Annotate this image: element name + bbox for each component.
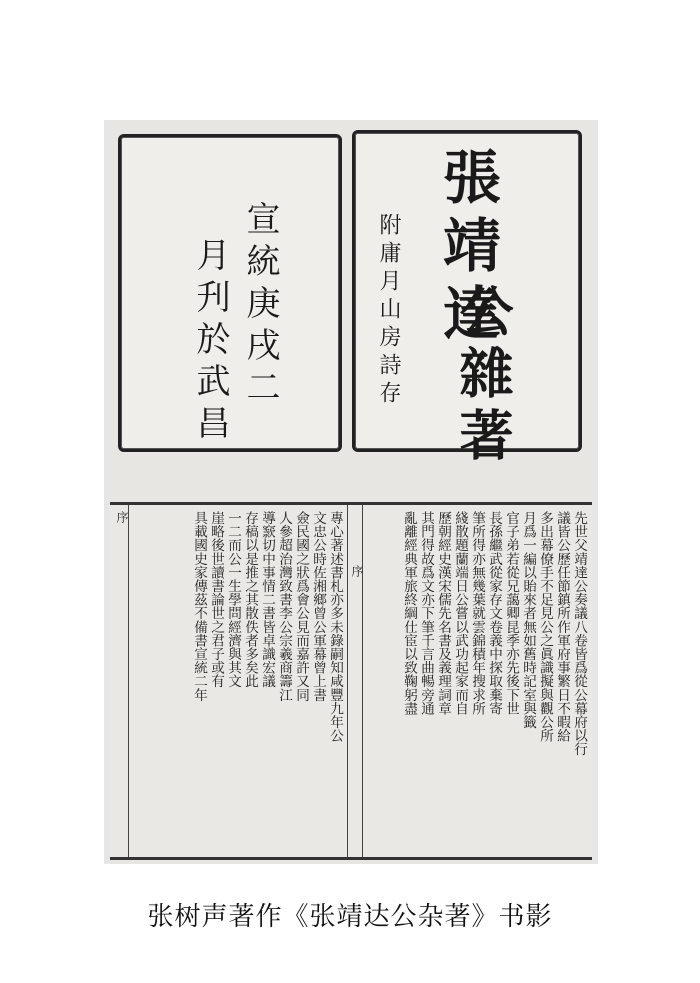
preface-column: 亂離經典軍旅終綱仕宦以致鞠躬盡 <box>401 511 417 715</box>
preface-column: 專心著述書札亦多未錄嗣知咸豐九年公 <box>327 511 343 743</box>
preface-column: 崖略後世讀書論世之君子或有 <box>208 511 224 688</box>
page-rule <box>128 505 129 857</box>
appendix-note: 附庸月山房詩存 <box>376 213 401 409</box>
publication-date: 宣統庚戌二 <box>240 201 280 411</box>
preface-column: 月爲一編以貽來者無如舊時記室與籤 <box>520 511 536 729</box>
preface-column: 先世父靖達公奏議八卷皆爲從公幕府以行 <box>571 511 587 756</box>
preface-column: 長孫繼武從家存文卷義中探取棄寄 <box>486 511 502 715</box>
preface-column: 導窾切中事情二書皆卓識宏議 <box>259 511 275 688</box>
preface-column: 歷朝經史漢宋儒先名書及義理詞章 <box>435 511 451 715</box>
preface-column: 一二而公一生學問經濟與其文 <box>225 511 241 688</box>
preface-column: 多出幕僚手不足見公之眞識擬與觀公所 <box>537 511 553 743</box>
preface-column: 議皆公歷任節鎮所作軍府事繁日不暇給 <box>554 511 570 743</box>
title-frame <box>352 130 582 469</box>
preface-column: 其門得故爲文亦下筆千言曲暢旁通 <box>418 511 434 715</box>
preface-column: 存稿以是推之其散佚者多矣此 <box>242 511 258 688</box>
caption: 张树声著作《张靖达公杂著》书影 <box>147 902 553 932</box>
book-title-sub: 公雜著 <box>451 283 515 469</box>
section-label: 序 <box>115 511 129 523</box>
preface-column: 官子弟若從兄藹卿昆季亦先後下世 <box>503 511 519 715</box>
page-fold <box>347 505 363 857</box>
preface-column: 綫散題蘭端日公嘗以武功起家而自 <box>452 511 468 715</box>
preface-column: 筆所得亦無幾葉就雲錦積年搜求所 <box>469 511 485 715</box>
fold-label: 序 <box>350 565 364 577</box>
publication-frame <box>118 134 342 452</box>
preface-page <box>110 502 592 860</box>
preface-column: 文忠公時佐湘鄉曾公軍幕曾上書 <box>310 511 326 702</box>
publication-place: 月刋於武昌 <box>190 237 230 447</box>
preface-left-half <box>132 511 342 851</box>
book-photo <box>104 120 598 864</box>
preface-column: 人參超治灣致書李公宗羲商籌江 <box>276 511 292 702</box>
book-title: 張靖達 <box>433 147 501 351</box>
preface-column: 具載國史家傳茲不備書宣統二年 <box>191 511 207 702</box>
preface-column: 僉民國之狀爲會公見而嘉許又同 <box>293 511 309 702</box>
preface-right-half <box>362 511 586 851</box>
